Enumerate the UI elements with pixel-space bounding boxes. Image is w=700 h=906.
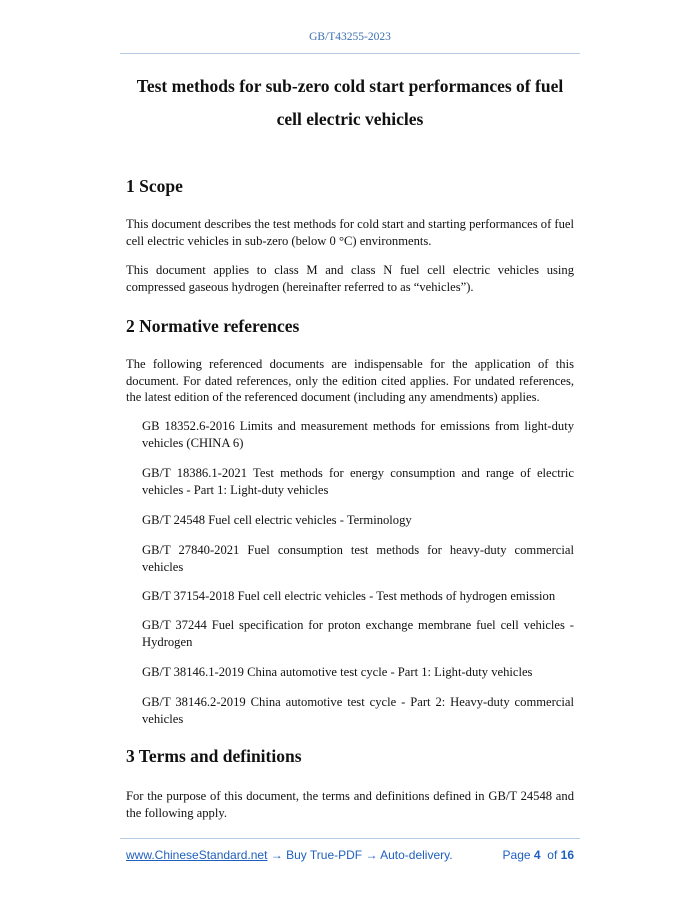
- document-title-line-2: cell electric vehicles: [276, 109, 424, 129]
- section-heading-normative-references: 2 Normative references: [126, 316, 300, 336]
- footer-promo: [126, 848, 453, 862]
- reference-item: GB 18352.6-2016 Limits and measurement methods for emissions from light-duty vehicles (CHINA 6): [142, 419, 574, 450]
- reference-item: GB/T 24548 Fuel cell electric vehicles - Terminology: [142, 513, 412, 527]
- document-title-line-1: Test methods for sub-zero cold start performances of fuel: [136, 76, 564, 96]
- website-link[interactable]: www.ChineseStandard.net: [126, 848, 268, 862]
- footer-divider: [120, 838, 580, 839]
- page-footer: [126, 848, 574, 864]
- page-label: Page: [502, 848, 531, 862]
- page-total: 16: [560, 848, 574, 862]
- terms-paragraph: For the purpose of this document, the terms and definitions defined in GB/T 24548 and the following apply.: [126, 789, 574, 820]
- references-intro-paragraph: The following referenced documents are indispensable for the application of this document. For dated references, only the edition cited applies. For undated references, the latest edition of the referenced document (including any amendments) applies.: [126, 357, 574, 404]
- scope-paragraph-2: This document applies to class M and class N fuel cell electric vehicles using compressed gaseous hydrogen (hereinafter referred to as “vehicles”).: [126, 263, 574, 294]
- scope-paragraph-1: This document describes the test methods for cold start and starting performances of fuel cell electric vehicles in sub-zero (below 0 °C) environments.: [126, 217, 574, 248]
- reference-item: GB/T 27840-2021 Fuel consumption test methods for heavy-duty commercial vehicles: [142, 543, 574, 574]
- page-header: GB/T43255-2023: [309, 31, 391, 43]
- reference-item: GB/T 38146.2-2019 China automotive test cycle - Part 2: Heavy-duty commercial vehicles: [142, 695, 574, 726]
- header-divider: [120, 53, 580, 54]
- page-of-label: of: [547, 848, 558, 862]
- reference-item: GB/T 37244 Fuel specification for proton exchange membrane fuel cell vehicles - Hydrogen: [142, 618, 574, 649]
- reference-item: GB/T 37154-2018 Fuel cell electric vehicles - Test methods of hydrogen emission: [142, 589, 556, 603]
- section-heading-scope: 1 Scope: [126, 176, 183, 196]
- reference-item: GB/T 18386.1-2021 Test methods for energy consumption and range of electric vehicles - Part 1: Light-duty vehicles: [142, 466, 574, 497]
- section-heading-terms-and-definitions: 3 Terms and definitions: [126, 746, 302, 766]
- page-indicator: [503, 848, 574, 862]
- page-current: 4: [533, 848, 541, 862]
- footer-promo-text: → Buy True-PDF → Auto-delivery.: [267, 848, 453, 862]
- reference-item: GB/T 38146.1-2019 China automotive test cycle - Part 1: Light-duty vehicles: [142, 665, 533, 679]
